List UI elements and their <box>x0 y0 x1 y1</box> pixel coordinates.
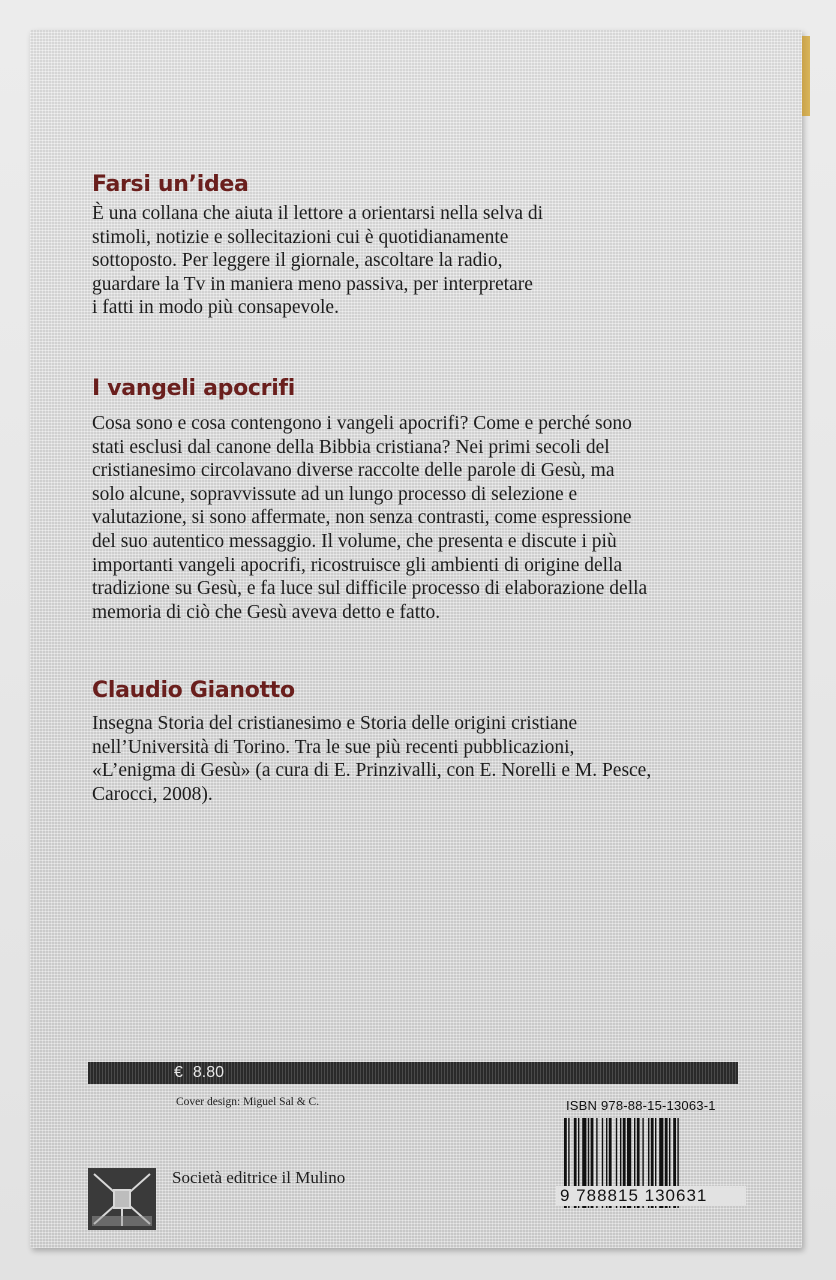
text-line: È una collana che aiuta il lettore a orientarsi nella selva di <box>92 203 544 224</box>
text-line: «L’enigma di Gesù» (a cura di E. Prinzivalli, con E. Norelli e M. Pesce, <box>92 760 652 782</box>
series-description <box>92 202 742 320</box>
text-line: Carocci, 2008). <box>92 783 213 805</box>
author-heading: Claudio Gianotto <box>92 678 295 703</box>
text-line: stati esclusi dal canone della Bibbia cristiana? Nei primi secoli del <box>92 436 610 458</box>
price-amount: 8.80 <box>192 1064 225 1081</box>
text-line: solo alcune, sopravvissute ad un lungo processo di selezione e <box>92 483 578 505</box>
text-line: valutazione, si sono affermate, non senza contrasti, come espressione <box>92 507 632 529</box>
text-line: stimoli, notizie e sollecitazioni cui è quotidianamente <box>92 226 509 248</box>
text-line: cristianesimo circolavano diverse raccolte delle parole di Gesù, ma <box>92 460 615 482</box>
text-line: guardare la Tv in maniera meno passiva, per interpretare <box>92 273 533 295</box>
currency-symbol: € <box>174 1064 183 1081</box>
text-line: i fatti in modo più consapevole. <box>92 297 339 319</box>
price-label <box>174 1064 224 1082</box>
text-line: sottoposto. Per leggere il giornale, ascoltare la radio, <box>92 250 503 272</box>
text-line: memoria di ciò che Gesù aveva detto e fatto. <box>92 601 441 623</box>
text-line: del suo autentico messaggio. Il volume, che presenta e discute i più <box>92 530 617 552</box>
series-heading: Farsi un’idea <box>92 172 249 197</box>
text-line: importanti vangeli apocrifi, ricostruisce gli ambienti di origine della <box>92 554 623 576</box>
text-line: tradizione su Gesù, e fa luce sul difficile processo di elaborazione della <box>92 578 648 600</box>
barcode-digits: 9 788815 130631 <box>556 1186 746 1206</box>
text-line: nell’Università di Torino. Tra le sue più recenti pubblicazioni, <box>92 736 575 758</box>
book-spine-edge <box>802 36 810 116</box>
book-description <box>92 412 742 624</box>
isbn-label: ISBN 978-88-15-13063-1 <box>566 1098 716 1113</box>
text-line: Cosa sono e cosa contengono i vangeli apocrifi? Come e perché sono <box>92 413 632 434</box>
publisher-name: Società editrice il Mulino <box>172 1168 346 1187</box>
book-title-heading: I vangeli apocrifi <box>92 376 295 401</box>
publisher-logo-icon <box>88 1168 156 1230</box>
text-line: Insegna Storia del cristianesimo e Storia delle origini cristiane <box>92 713 578 734</box>
cover-design-credit: Cover design: Miguel Sal & C. <box>176 1096 320 1108</box>
author-bio <box>92 712 742 806</box>
